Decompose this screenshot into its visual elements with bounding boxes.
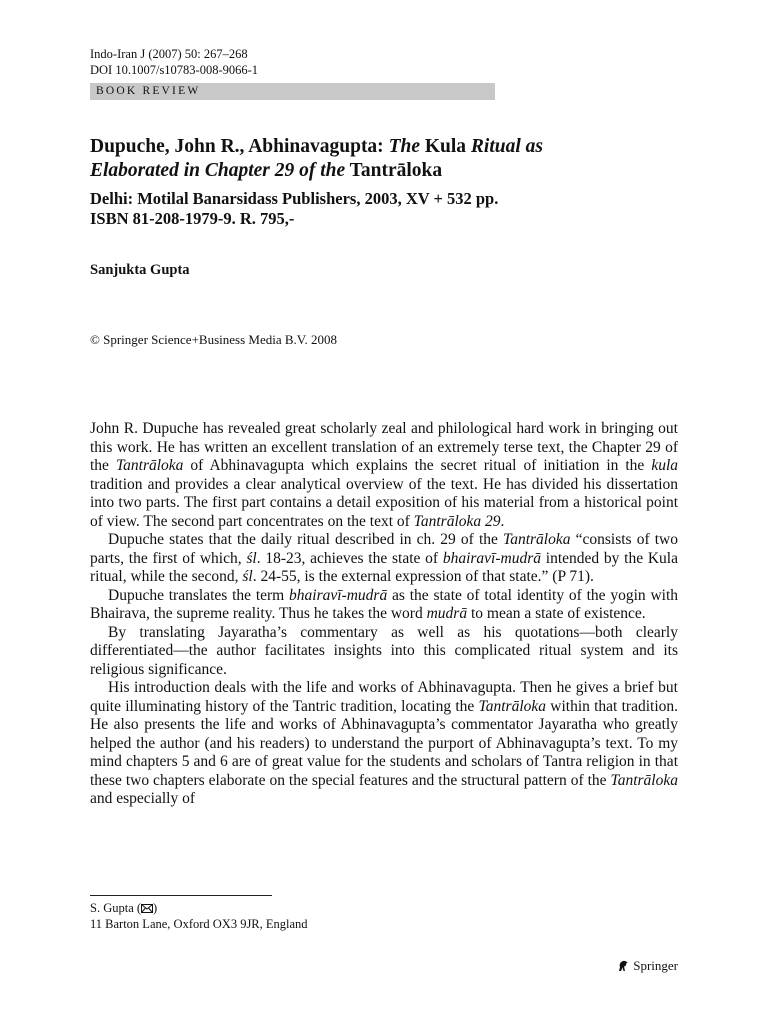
journal-header — [90, 46, 258, 78]
review-body — [90, 420, 678, 809]
title-text: Elaborated in Chapter 29 of the — [90, 160, 346, 181]
publication-line: ISBN 81-208-1979-9. R. 795,- — [90, 209, 295, 228]
journal-citation: Indo-Iran J (2007) 50: 267–268 — [90, 47, 248, 61]
paragraph: John R. Dupuche has revealed great scholarly zeal and philological hard work in bringing out this work. He has written an excellent translation of an extremely terse text, the Chapter 29 of the Tantrāloka of Abhinavagupta which explains the secret ritual of initiation in the kula tradition and provides a clear analytical overview of the text. He has divided his dissertation into two parts. The first part contains a detail exposition of his material from a historical point of view. The second part concentrates on the text of Tantrāloka 29. — [90, 420, 678, 530]
envelope-icon — [141, 904, 153, 913]
review-author: Sanjukta Gupta — [90, 262, 190, 278]
review-title — [90, 135, 690, 183]
publisher-name: Springer — [633, 958, 678, 973]
title-text: Dupuche, John R., Abhinavagupta: — [90, 136, 389, 157]
title-text: Tantrāloka — [345, 160, 443, 181]
springer-horse-icon — [616, 959, 630, 973]
title-text: The — [388, 136, 420, 157]
paragraph: Dupuche states that the daily ritual described in ch. 29 of the Tantrāloka “consists of two parts, the first of which, śl. 18-23, achieves the state of bhairavī-mudrā intended by the Kula ritual, while the second, śl. 24-55, is the external expression of that state.” (P 71). — [90, 531, 678, 585]
publication-details — [90, 189, 690, 229]
section-label: BOOK REVIEW — [96, 85, 201, 97]
paragraph: By translating Jayaratha’s commentary as well as his quotations—both clearly differentiated—the author facilitates insights into this complicated ritual system and its religious significance. — [90, 623, 678, 678]
paragraph: His introduction deals with the life and works of Abhinavagupta. Then he gives a brief but quite illuminating history of the Tantric tradition, locating the Tantrāloka within that tradition. He also presents the life and works of Abhinavagupta’s commentator Jayaratha who greatly helped the author (and his readers) to understand the purport of Abhinavagupta’s text. To my mind chapters 5 and 6 are of great value for the students and scholars of Tantra religion in that these two chapters elaborate on the special features and the structural pattern of the Tantrāloka and especially of — [90, 679, 678, 807]
footnote-rule — [90, 895, 272, 896]
title-text: Ritual as — [470, 136, 543, 157]
paragraph: Dupuche translates the term bhairavī-mudrā as the state of total identity of the yogin with Bhairava, the supreme reality. Thus he takes the word mudrā to mean a state of existence. — [90, 586, 679, 622]
publisher-mark — [616, 958, 678, 974]
journal-doi: DOI 10.1007/s10783-008-9066-1 — [90, 63, 259, 77]
publication-line: Delhi: Motilal Banarsidass Publishers, 2003, XV + 532 pp. — [90, 189, 499, 208]
footnote-address: 11 Barton Lane, Oxford OX3 9JR, England — [90, 917, 308, 931]
copyright-notice: © Springer Science+Business Media B.V. 2008 — [90, 332, 337, 347]
title-text: Kula — [419, 136, 471, 157]
footnote-name-line: S. Gupta ( ) — [90, 901, 158, 915]
section-banner — [90, 83, 495, 100]
author-footnote — [90, 900, 308, 932]
